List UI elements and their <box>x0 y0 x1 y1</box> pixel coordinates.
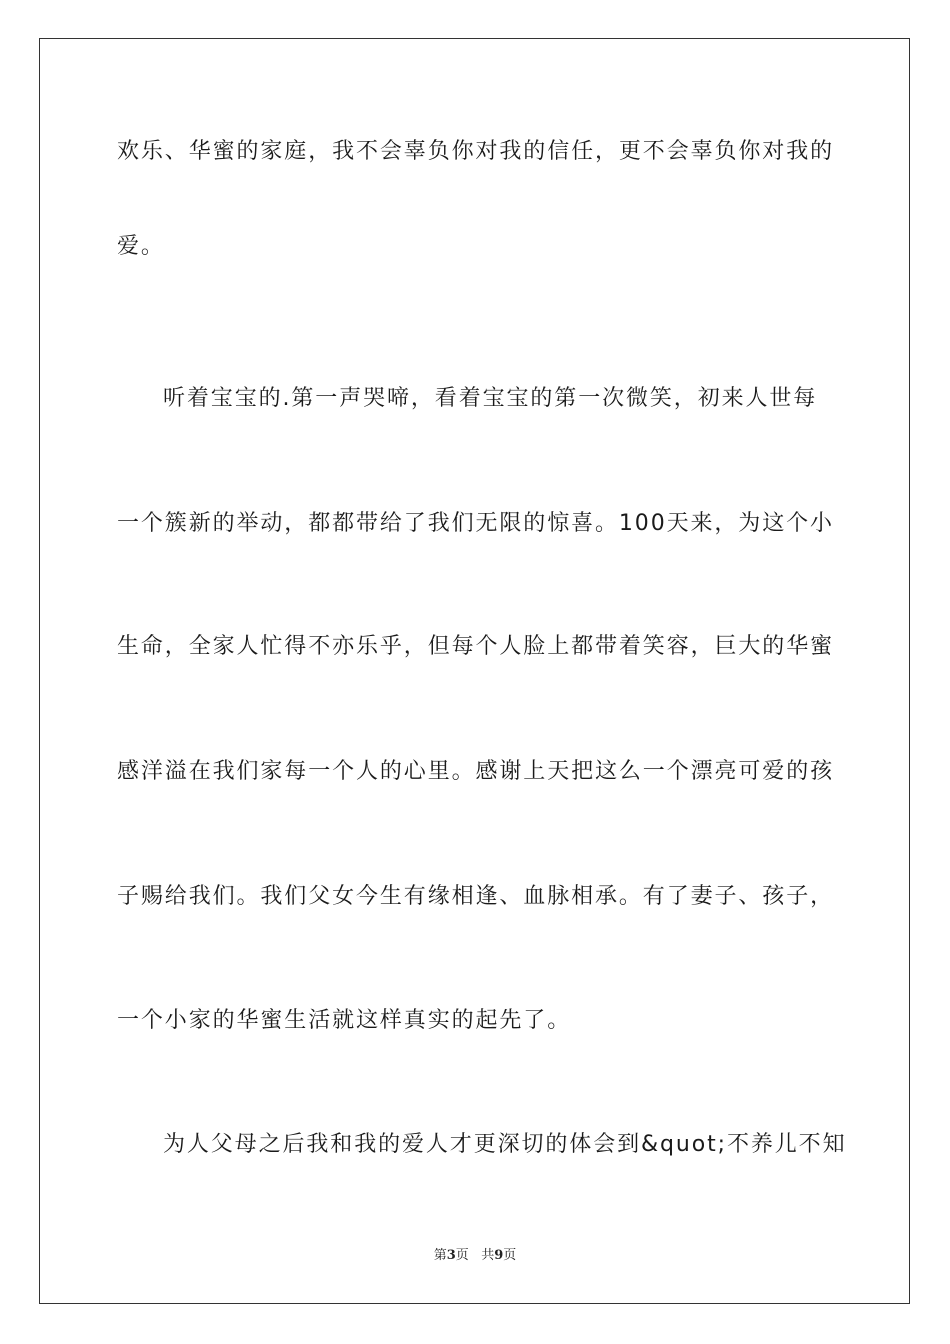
paragraph-line-1: 欢乐、华蜜的家庭，我不会辜负你对我的信任，更不会辜负你对我的 <box>117 139 835 164</box>
footer-page-prefix: 第 <box>433 1248 447 1263</box>
footer-total-suffix: 页 <box>503 1248 517 1263</box>
paragraph-line-9: 为人父母之后我和我的爱人才更深切的体会到&quot;不养儿不知 <box>163 1132 847 1157</box>
footer-page-number: 3 <box>446 1248 456 1263</box>
footer-page-suffix: 页 <box>455 1248 469 1263</box>
page-border <box>39 38 910 1304</box>
paragraph-line-3: 听着宝宝的.第一声哭啼，看着宝宝的第一次微笑，初来人世每 <box>163 386 818 411</box>
paragraph-line-2: 爱。 <box>117 234 165 259</box>
page-footer <box>0 1244 950 1263</box>
paragraph-line-6: 感洋溢在我们家每一个人的心里。感谢上天把这么一个漂亮可爱的孩 <box>117 759 835 784</box>
paragraph-line-8: 一个小家的华蜜生活就这样真实的起先了。 <box>117 1008 572 1033</box>
paragraph-line-5: 生命，全家人忙得不亦乐乎，但每个人脸上都带着笑容，巨大的华蜜 <box>117 634 835 659</box>
paragraph-line-7: 子赐给我们。我们父女今生有缘相逢、血脉相承。有了妻子、孩子， <box>117 884 835 909</box>
footer-total-pages: 9 <box>494 1248 504 1263</box>
footer-total-prefix: 共 <box>481 1248 495 1263</box>
paragraph-line-4: 一个簇新的举动，都都带给了我们无限的惊喜。100天来，为这个小 <box>117 511 834 536</box>
